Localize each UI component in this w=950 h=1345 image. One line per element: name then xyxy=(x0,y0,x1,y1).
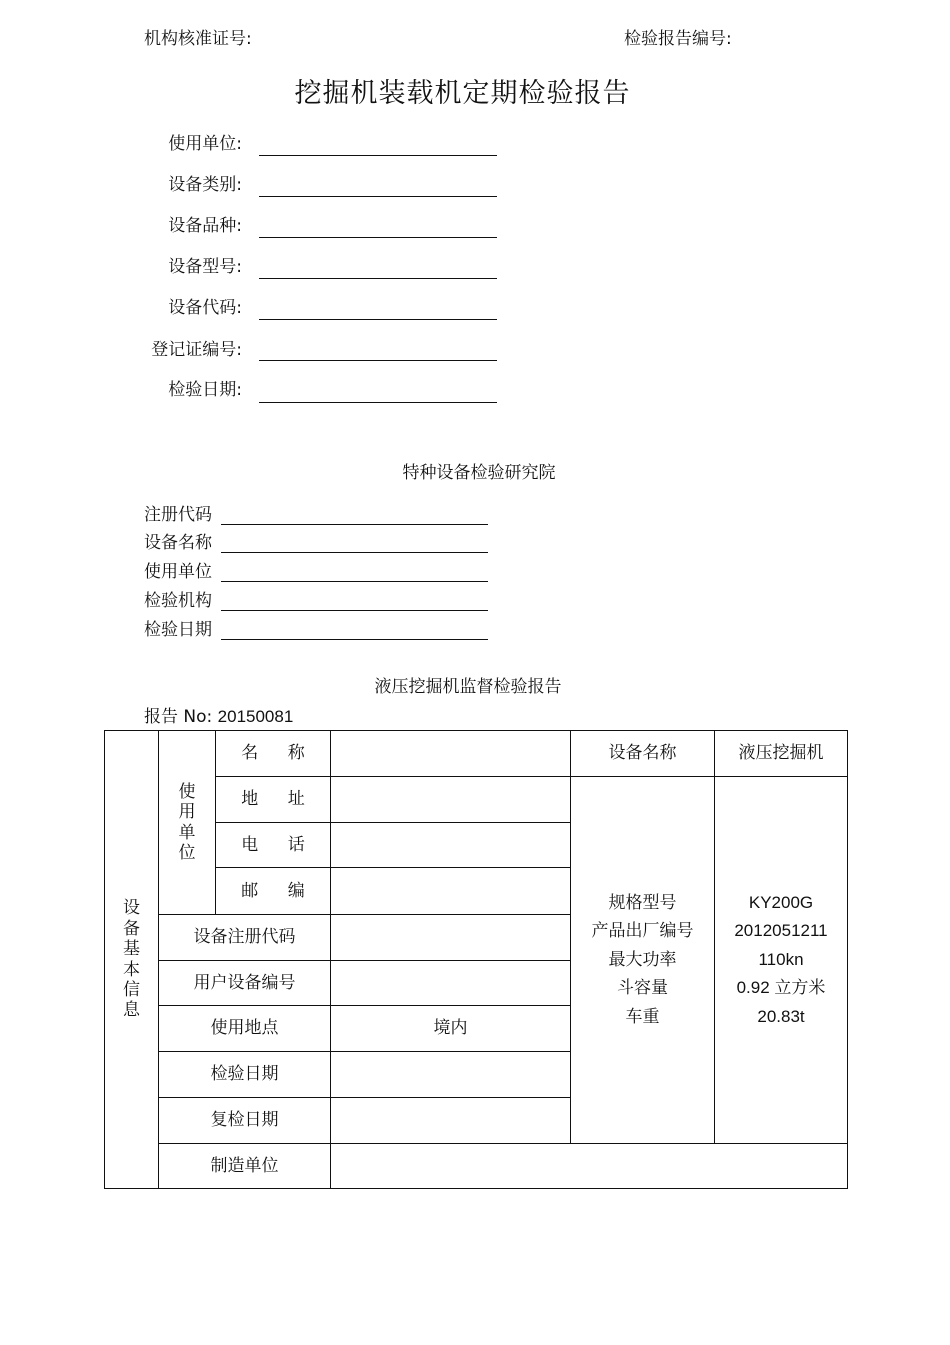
address-value xyxy=(331,777,571,823)
summary-field-line xyxy=(221,524,488,525)
phone-value xyxy=(331,823,571,868)
summary-field-label: 使用单位 xyxy=(144,562,212,582)
summary-field-line xyxy=(221,552,488,553)
page-title: 挖掘机装载机定期检验报告 xyxy=(294,78,631,109)
summary-field-label: 检验日期 xyxy=(144,620,212,640)
user-equipment-number-value xyxy=(331,961,571,1006)
table-row xyxy=(105,731,848,777)
summary-field-line xyxy=(221,581,488,582)
name-label: 名 称 xyxy=(216,731,331,777)
cover-field-line xyxy=(259,278,497,279)
equipment-info-table xyxy=(104,730,848,1189)
postcode-label: 邮 编 xyxy=(216,868,331,915)
cover-field-label: 设备品种: xyxy=(168,216,242,236)
report-number-label: 报告 No: xyxy=(144,707,213,727)
registration-code-value xyxy=(331,915,571,961)
report-number-label: 检验报告编号: xyxy=(624,29,732,49)
usage-location-value: 境内 xyxy=(331,1006,571,1052)
cover-field-line xyxy=(259,319,497,320)
name-value xyxy=(331,731,571,777)
equipment-name-value: 液压挖掘机 xyxy=(715,731,848,777)
cover-field-label: 设备代码: xyxy=(168,298,242,318)
summary-field-line xyxy=(221,610,488,611)
cover-field-label: 设备类别: xyxy=(168,175,242,195)
cover-field-line xyxy=(259,402,497,403)
inspection-date-value xyxy=(331,1052,571,1098)
report-number-value: 20150081 xyxy=(217,707,294,726)
cover-field-line xyxy=(259,196,497,197)
registration-code-label: 设备注册代码 xyxy=(159,915,331,961)
equipment-basic-info-label: 设 备 基 本 信 息 xyxy=(105,731,159,1189)
table-row xyxy=(105,1144,848,1189)
summary-field-label: 检验机构 xyxy=(144,591,212,611)
manufacturer-label: 制造单位 xyxy=(159,1144,331,1189)
inspection-date-label: 检验日期 xyxy=(159,1052,331,1098)
recheck-date-value xyxy=(331,1098,571,1144)
cover-field-label: 检验日期: xyxy=(168,380,242,400)
cover-field-label: 登记证编号: xyxy=(151,340,242,360)
cover-field-line xyxy=(259,237,497,238)
cover-field-label: 设备型号: xyxy=(168,257,242,277)
table-row xyxy=(105,777,848,823)
cover-field-label: 使用单位: xyxy=(168,134,242,154)
summary-field-line xyxy=(221,639,488,640)
user-equipment-number-label: 用户设备编号 xyxy=(159,961,331,1006)
equipment-name-label: 设备名称 xyxy=(571,731,715,777)
report-number xyxy=(144,708,293,726)
user-unit-label: 使 用 单 位 xyxy=(159,731,216,915)
address-label: 地 址 xyxy=(216,777,331,823)
summary-field-label: 注册代码 xyxy=(144,505,212,525)
phone-label: 电 话 xyxy=(216,823,331,868)
cover-field-line xyxy=(259,155,497,156)
usage-location-label: 使用地点 xyxy=(159,1006,331,1052)
spec-values: KY200G 2012051211 110kn 0.92 立方米 20.83t xyxy=(715,777,848,1144)
approval-number-label: 机构核准证号: xyxy=(144,29,252,49)
summary-field-label: 设备名称 xyxy=(144,533,212,553)
postcode-value xyxy=(331,868,571,915)
spec-labels: 规格型号 产品出厂编号 最大功率 斗容量 车重 xyxy=(571,777,715,1144)
recheck-date-label: 复检日期 xyxy=(159,1098,331,1144)
cover-field-line xyxy=(259,360,497,361)
manufacturer-value xyxy=(331,1144,848,1189)
institute-name: 特种设备检验研究院 xyxy=(402,463,556,483)
report-title: 液压挖掘机监督检验报告 xyxy=(374,677,562,697)
